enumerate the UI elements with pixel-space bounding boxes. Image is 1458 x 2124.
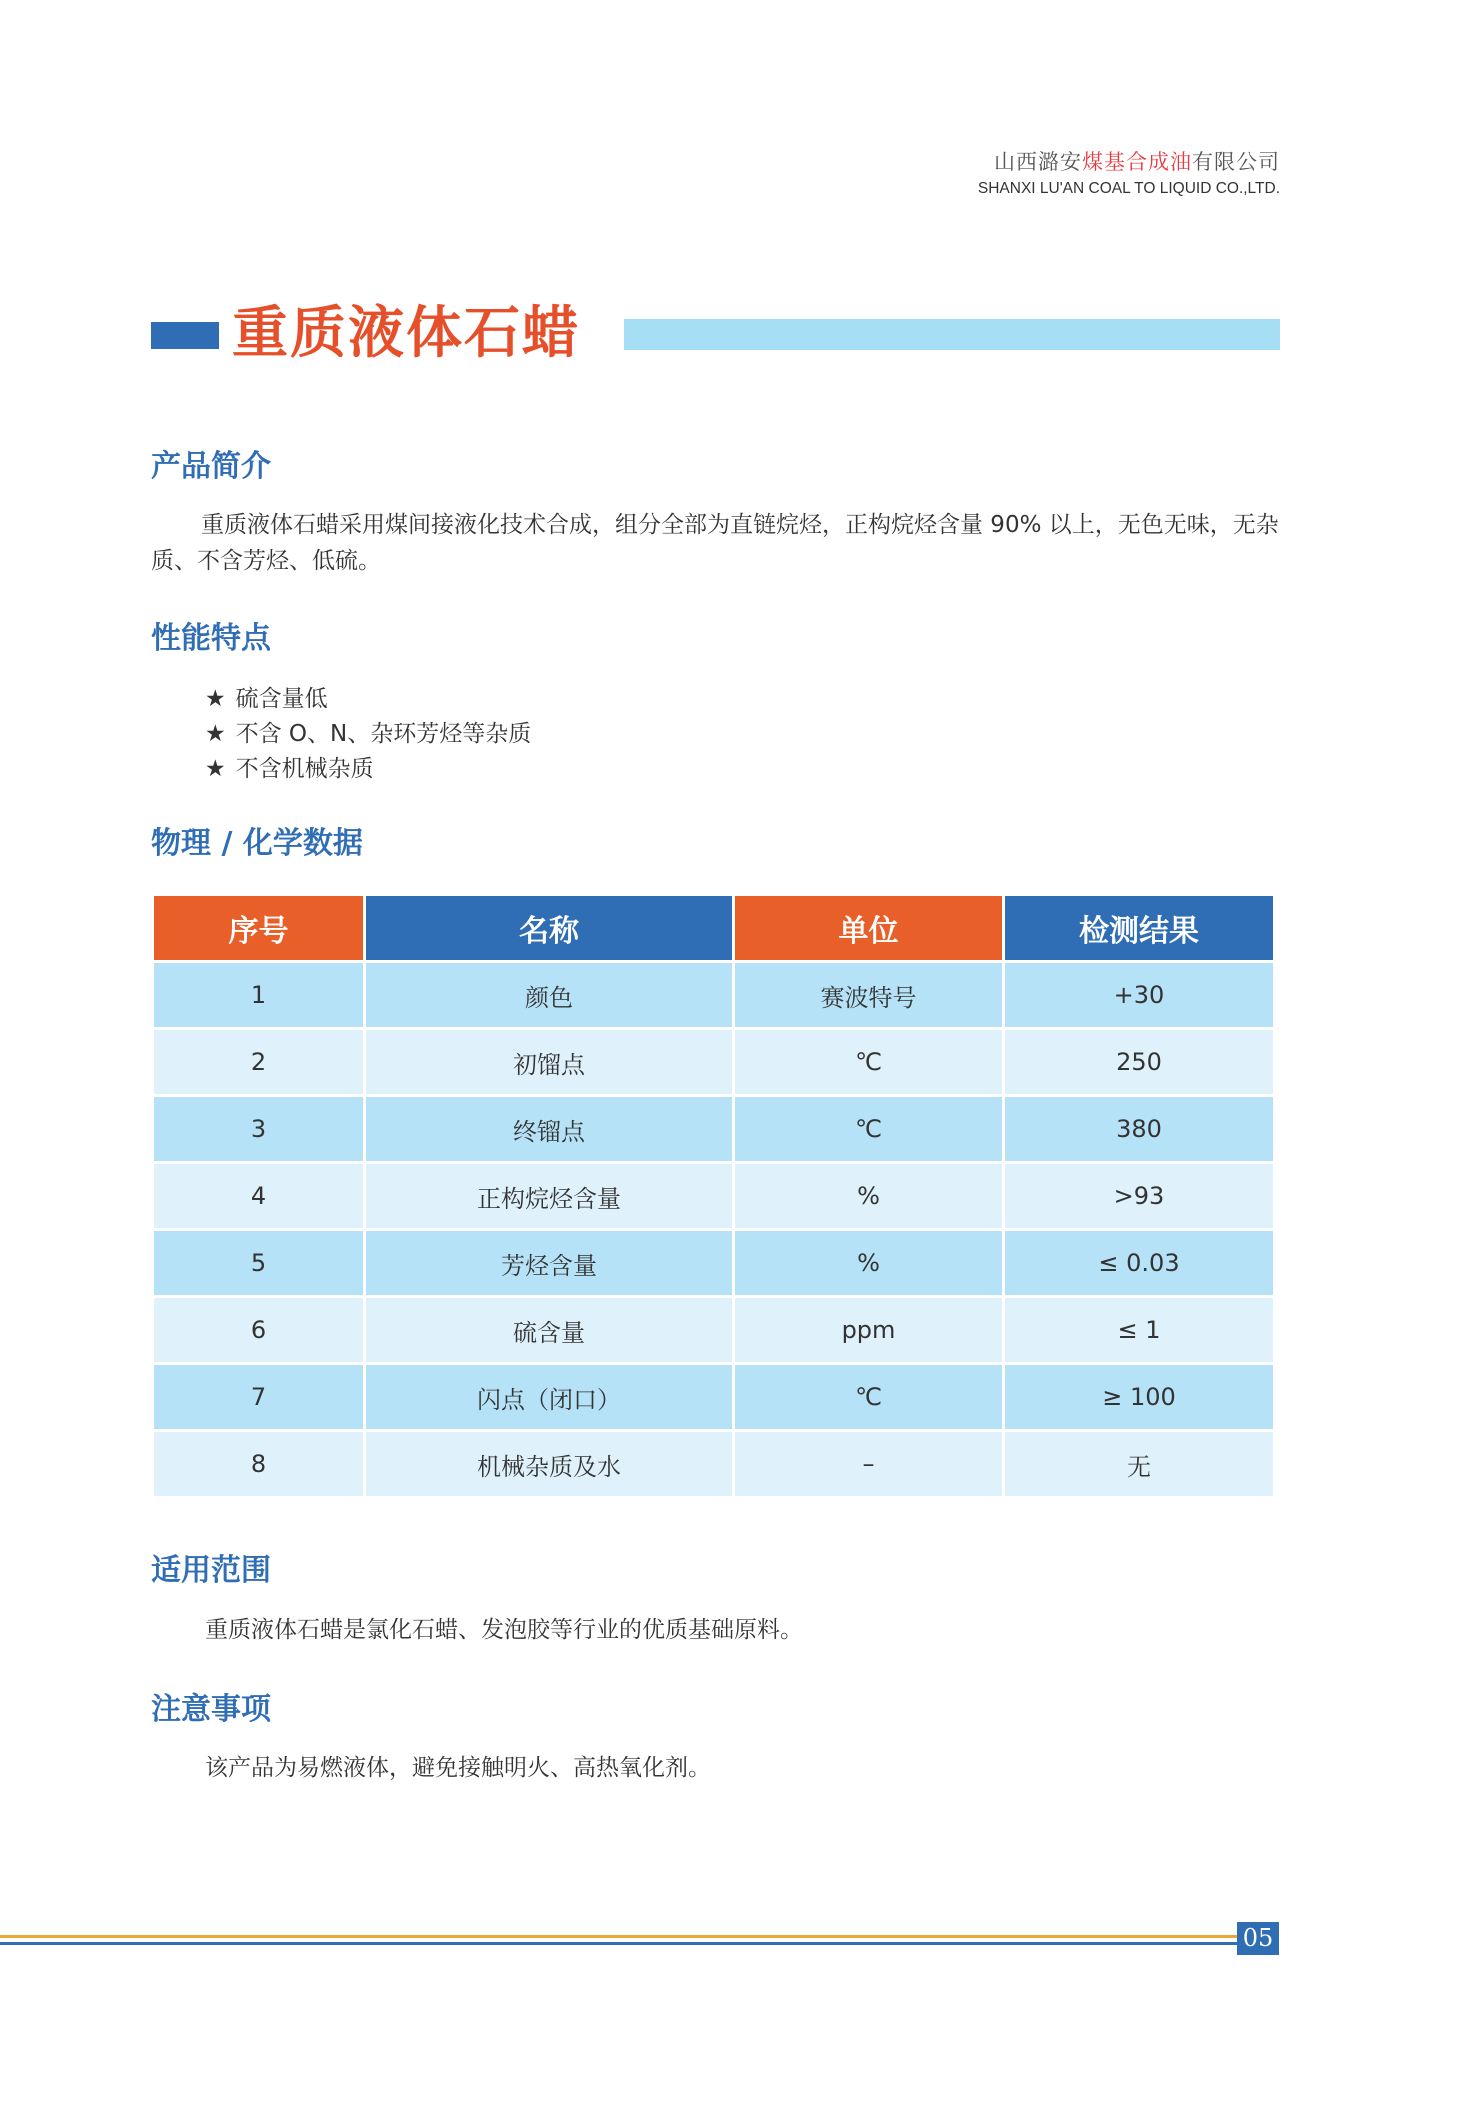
cell-result: +30: [1005, 963, 1273, 1027]
page-title: 重质液体石蜡: [232, 300, 580, 366]
table-row: [154, 1231, 1273, 1295]
cell-unit: 赛波特号: [735, 963, 1002, 1027]
company-name-cn-pre: 山西潞安: [994, 150, 1082, 174]
cell-index: 4: [154, 1164, 363, 1228]
feature-item: [205, 682, 531, 717]
section-heading-usage: 适用范围: [151, 1553, 271, 1588]
cell-result: 380: [1005, 1097, 1273, 1161]
company-name-en: SHANXI LU'AN COAL TO LIQUID CO.,LTD.: [977, 180, 1280, 197]
footer-line-blue: [0, 1942, 1237, 1945]
cell-name: 正构烷烃含量: [366, 1164, 732, 1228]
feature-item: [205, 752, 531, 787]
table-row: [154, 1298, 1273, 1362]
star-icon: ★: [205, 756, 226, 782]
cell-name: 芳烃含量: [366, 1231, 732, 1295]
cell-result: >93: [1005, 1164, 1273, 1228]
cell-index: 6: [154, 1298, 363, 1362]
cell-unit: %: [735, 1164, 1002, 1228]
cell-result: 250: [1005, 1030, 1273, 1094]
table-row: [154, 1365, 1273, 1429]
title-decor-left: [151, 322, 219, 349]
cell-index: 3: [154, 1097, 363, 1161]
table-header-row: [154, 896, 1273, 960]
feature-item: [205, 717, 531, 752]
company-name-cn-highlight: 煤基合成油: [1082, 150, 1192, 174]
section-heading-features: 性能特点: [151, 621, 271, 656]
cell-unit: ℃: [735, 1097, 1002, 1161]
cell-index: 2: [154, 1030, 363, 1094]
section-heading-data: 物理 / 化学数据: [151, 826, 363, 861]
cell-name: 初馏点: [366, 1030, 732, 1094]
cell-unit: ppm: [735, 1298, 1002, 1362]
cell-unit: ℃: [735, 1030, 1002, 1094]
cell-index: 7: [154, 1365, 363, 1429]
cell-unit: –: [735, 1432, 1002, 1496]
table-row: [154, 1164, 1273, 1228]
feature-text: 不含 O、N、杂环芳烃等杂质: [235, 721, 532, 747]
page-number: 05: [1237, 1922, 1279, 1955]
feature-list: [205, 682, 531, 787]
company-name-cn: [994, 146, 1280, 176]
cell-unit: %: [735, 1231, 1002, 1295]
intro-paragraph: 重质液体石蜡采用煤间接液化技术合成，组分全部为直链烷烃，正构烷烃含量 90% 以上，无色无味，无杂质、不含芳烃、低硫。: [151, 512, 1279, 574]
star-icon: ★: [205, 721, 226, 747]
cell-name: 硫含量: [366, 1298, 732, 1362]
section-heading-caution: 注意事项: [151, 1692, 271, 1727]
cell-index: 5: [154, 1231, 363, 1295]
cell-result: ≤ 1: [1005, 1298, 1273, 1362]
cell-name: 颜色: [366, 963, 732, 1027]
column-header-name: 名称: [366, 896, 732, 960]
table-row: [154, 1097, 1273, 1161]
cell-unit: ℃: [735, 1365, 1002, 1429]
title-decor-right: [624, 319, 1280, 350]
section-heading-intro: 产品简介: [151, 449, 271, 484]
cell-name: 机械杂质及水: [366, 1432, 732, 1496]
table-row: [154, 1030, 1273, 1094]
cell-name: 终镏点: [366, 1097, 732, 1161]
feature-text: 硫含量低: [235, 686, 328, 712]
cell-index: 1: [154, 963, 363, 1027]
data-table: [151, 893, 1276, 1499]
cell-index: 8: [154, 1432, 363, 1496]
column-header-index: 序号: [154, 896, 363, 960]
table-row: [154, 963, 1273, 1027]
footer-line-orange: [0, 1935, 1237, 1938]
caution-paragraph: 该产品为易燃液体，避免接触明火、高热氧化剂。: [205, 1755, 711, 1781]
cell-result: ≤ 0.03: [1005, 1231, 1273, 1295]
company-name-cn-post: 有限公司: [1192, 150, 1280, 174]
cell-result: ≥ 100: [1005, 1365, 1273, 1429]
feature-text: 不含机械杂质: [235, 756, 374, 782]
column-header-unit: 单位: [735, 896, 1002, 960]
cell-result: 无: [1005, 1432, 1273, 1496]
star-icon: ★: [205, 686, 226, 712]
cell-name: 闪点（闭口）: [366, 1365, 732, 1429]
column-header-result: 检测结果: [1005, 896, 1273, 960]
usage-paragraph: 重质液体石蜡是氯化石蜡、发泡胶等行业的优质基础原料。: [205, 1617, 803, 1643]
table-row: [154, 1432, 1273, 1496]
